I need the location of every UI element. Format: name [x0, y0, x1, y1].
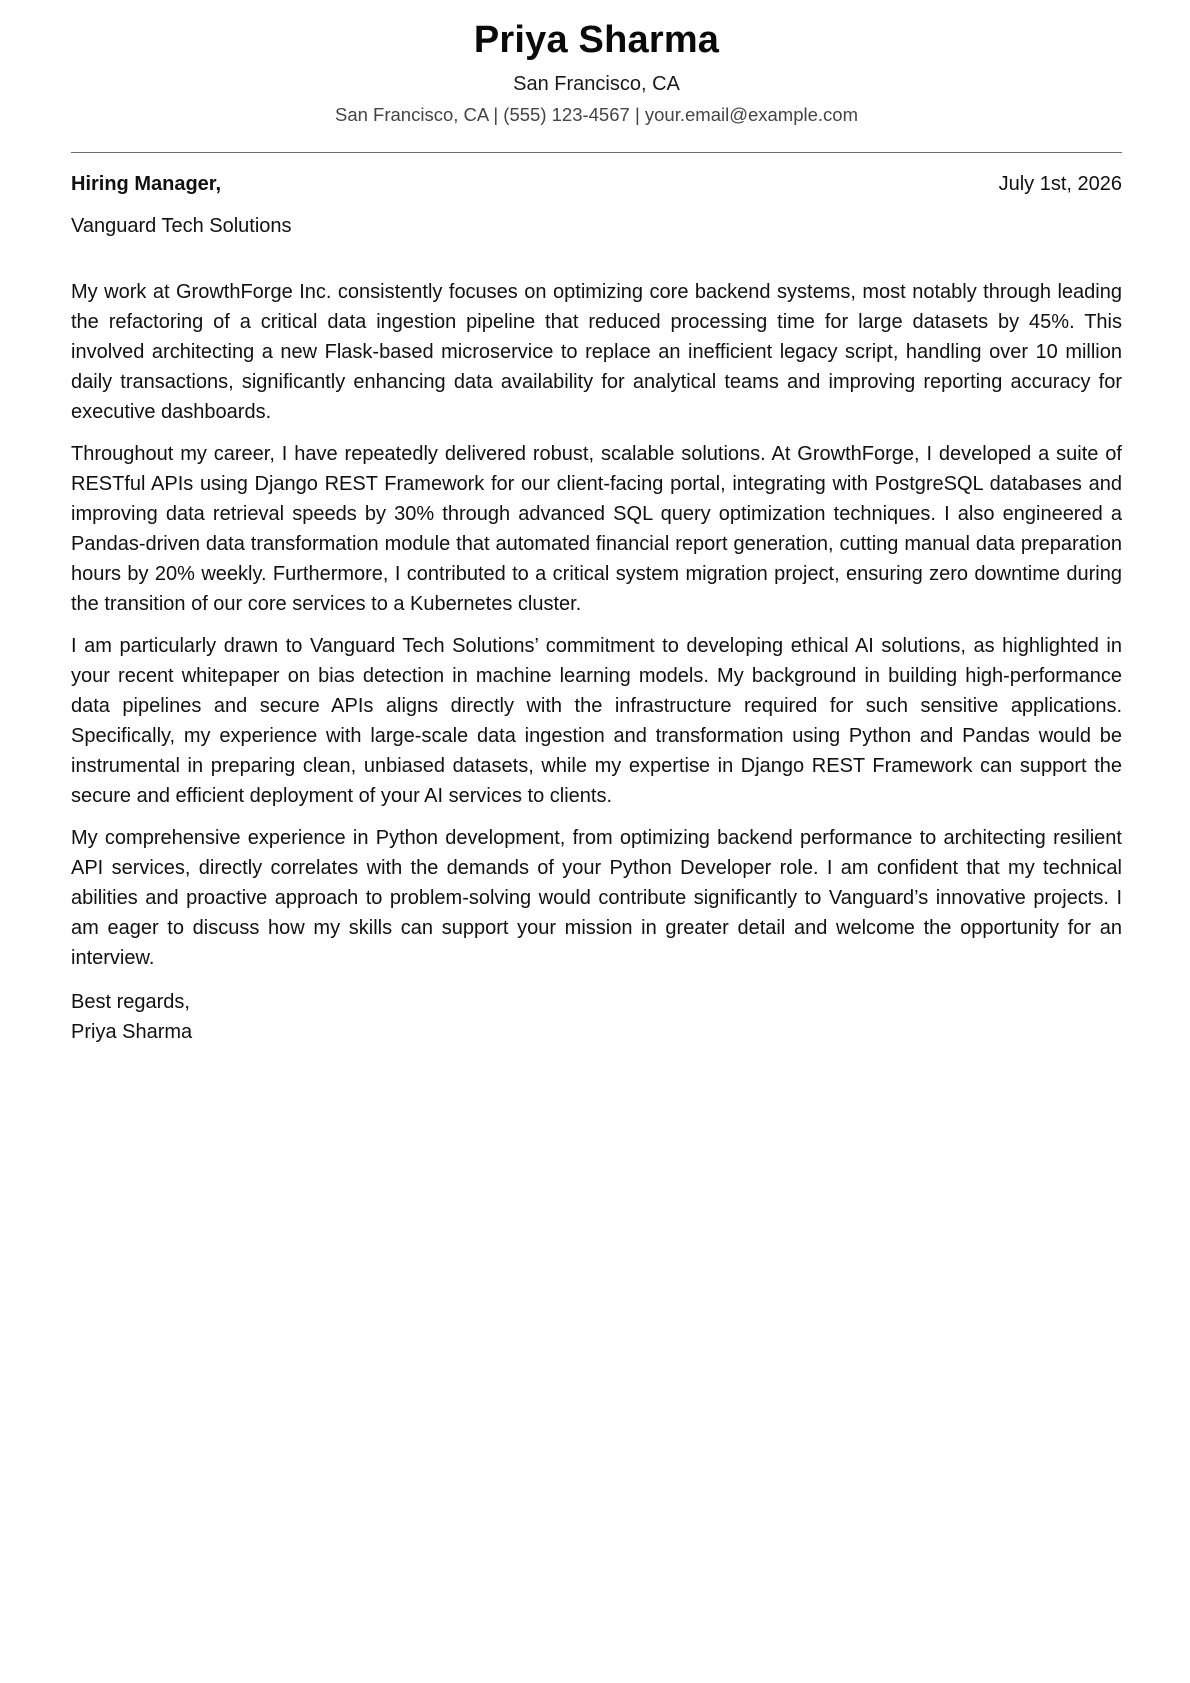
recipient-salutation: Hiring Manager, — [71, 173, 222, 195]
body-paragraph: I am particularly drawn to Vanguard Tech Solutions’ commitment to developing ethical AI solutions, as highlighted in your recent whitepaper on bias detection in machine learning models. My background in building high-performance data pipelines and secure APIs aligns directly with the infrastructure required for such sensitive applications. Specifically, my experience with large-scale data ingestion and transformation using Python and Pandas would be instrumental in preparing clean, unbiased datasets, while my expertise in Django REST Framework can support the secure and efficient deployment of your AI services to clients. — [71, 635, 1122, 807]
closing-signature: Priya Sharma — [71, 1021, 193, 1043]
letter-header — [71, 18, 1122, 126]
body-paragraph: Throughout my career, I have repeatedly delivered robust, scalable solutions. At GrowthForge, I developed a suite of RESTful APIs using Django REST Framework for our client-facing portal, integrating with PostgreSQL databases and improving data retrieval speeds by 30% through advanced SQL query optimization techniques. I also engineered a Pandas-driven data transformation module that automated financial report generation, cutting manual data preparation hours by 20% weekly. Furthermore, I contributed to a critical system migration project, ensuring zero downtime during the transition of our core services to a Kubernetes cluster. — [71, 443, 1122, 615]
applicant-location: San Francisco, CA — [513, 73, 680, 95]
contact-line: San Francisco, CA | (555) 123-4567 | your.email@example.com — [335, 104, 858, 125]
letter-body — [71, 277, 1122, 973]
letter-date: July 1st, 2026 — [998, 173, 1122, 195]
recipient-company: Vanguard Tech Solutions — [71, 215, 292, 237]
applicant-name: Priya Sharma — [473, 19, 720, 61]
recipient-row — [71, 171, 1122, 197]
body-paragraph: My work at GrowthForge Inc. consistently focuses on optimizing core backend systems, most notably through leading the refactoring of a critical data ingestion pipeline that reduced processing time for large datasets by 45%. This involved architecting a new Flask-based microservice to replace an inefficient legacy script, handling over 10 million daily transactions, significantly enhancing data availability for analytical teams and improving reporting accuracy for executive dashboards. — [71, 281, 1122, 423]
header-divider — [71, 152, 1122, 153]
letter-closing — [71, 987, 1122, 1047]
cover-letter-page — [71, 0, 1122, 1047]
closing-signoff: Best regards, — [71, 991, 190, 1013]
body-paragraph: My comprehensive experience in Python development, from optimizing backend performance to architecting resilient API services, directly correlates with the demands of your Python Developer role. I am confident that my technical abilities and proactive approach to problem-solving would contribute significantly to Vanguard’s innovative projects. I am eager to discuss how my skills can support your mission in greater detail and welcome the opportunity for an interview. — [71, 827, 1122, 969]
